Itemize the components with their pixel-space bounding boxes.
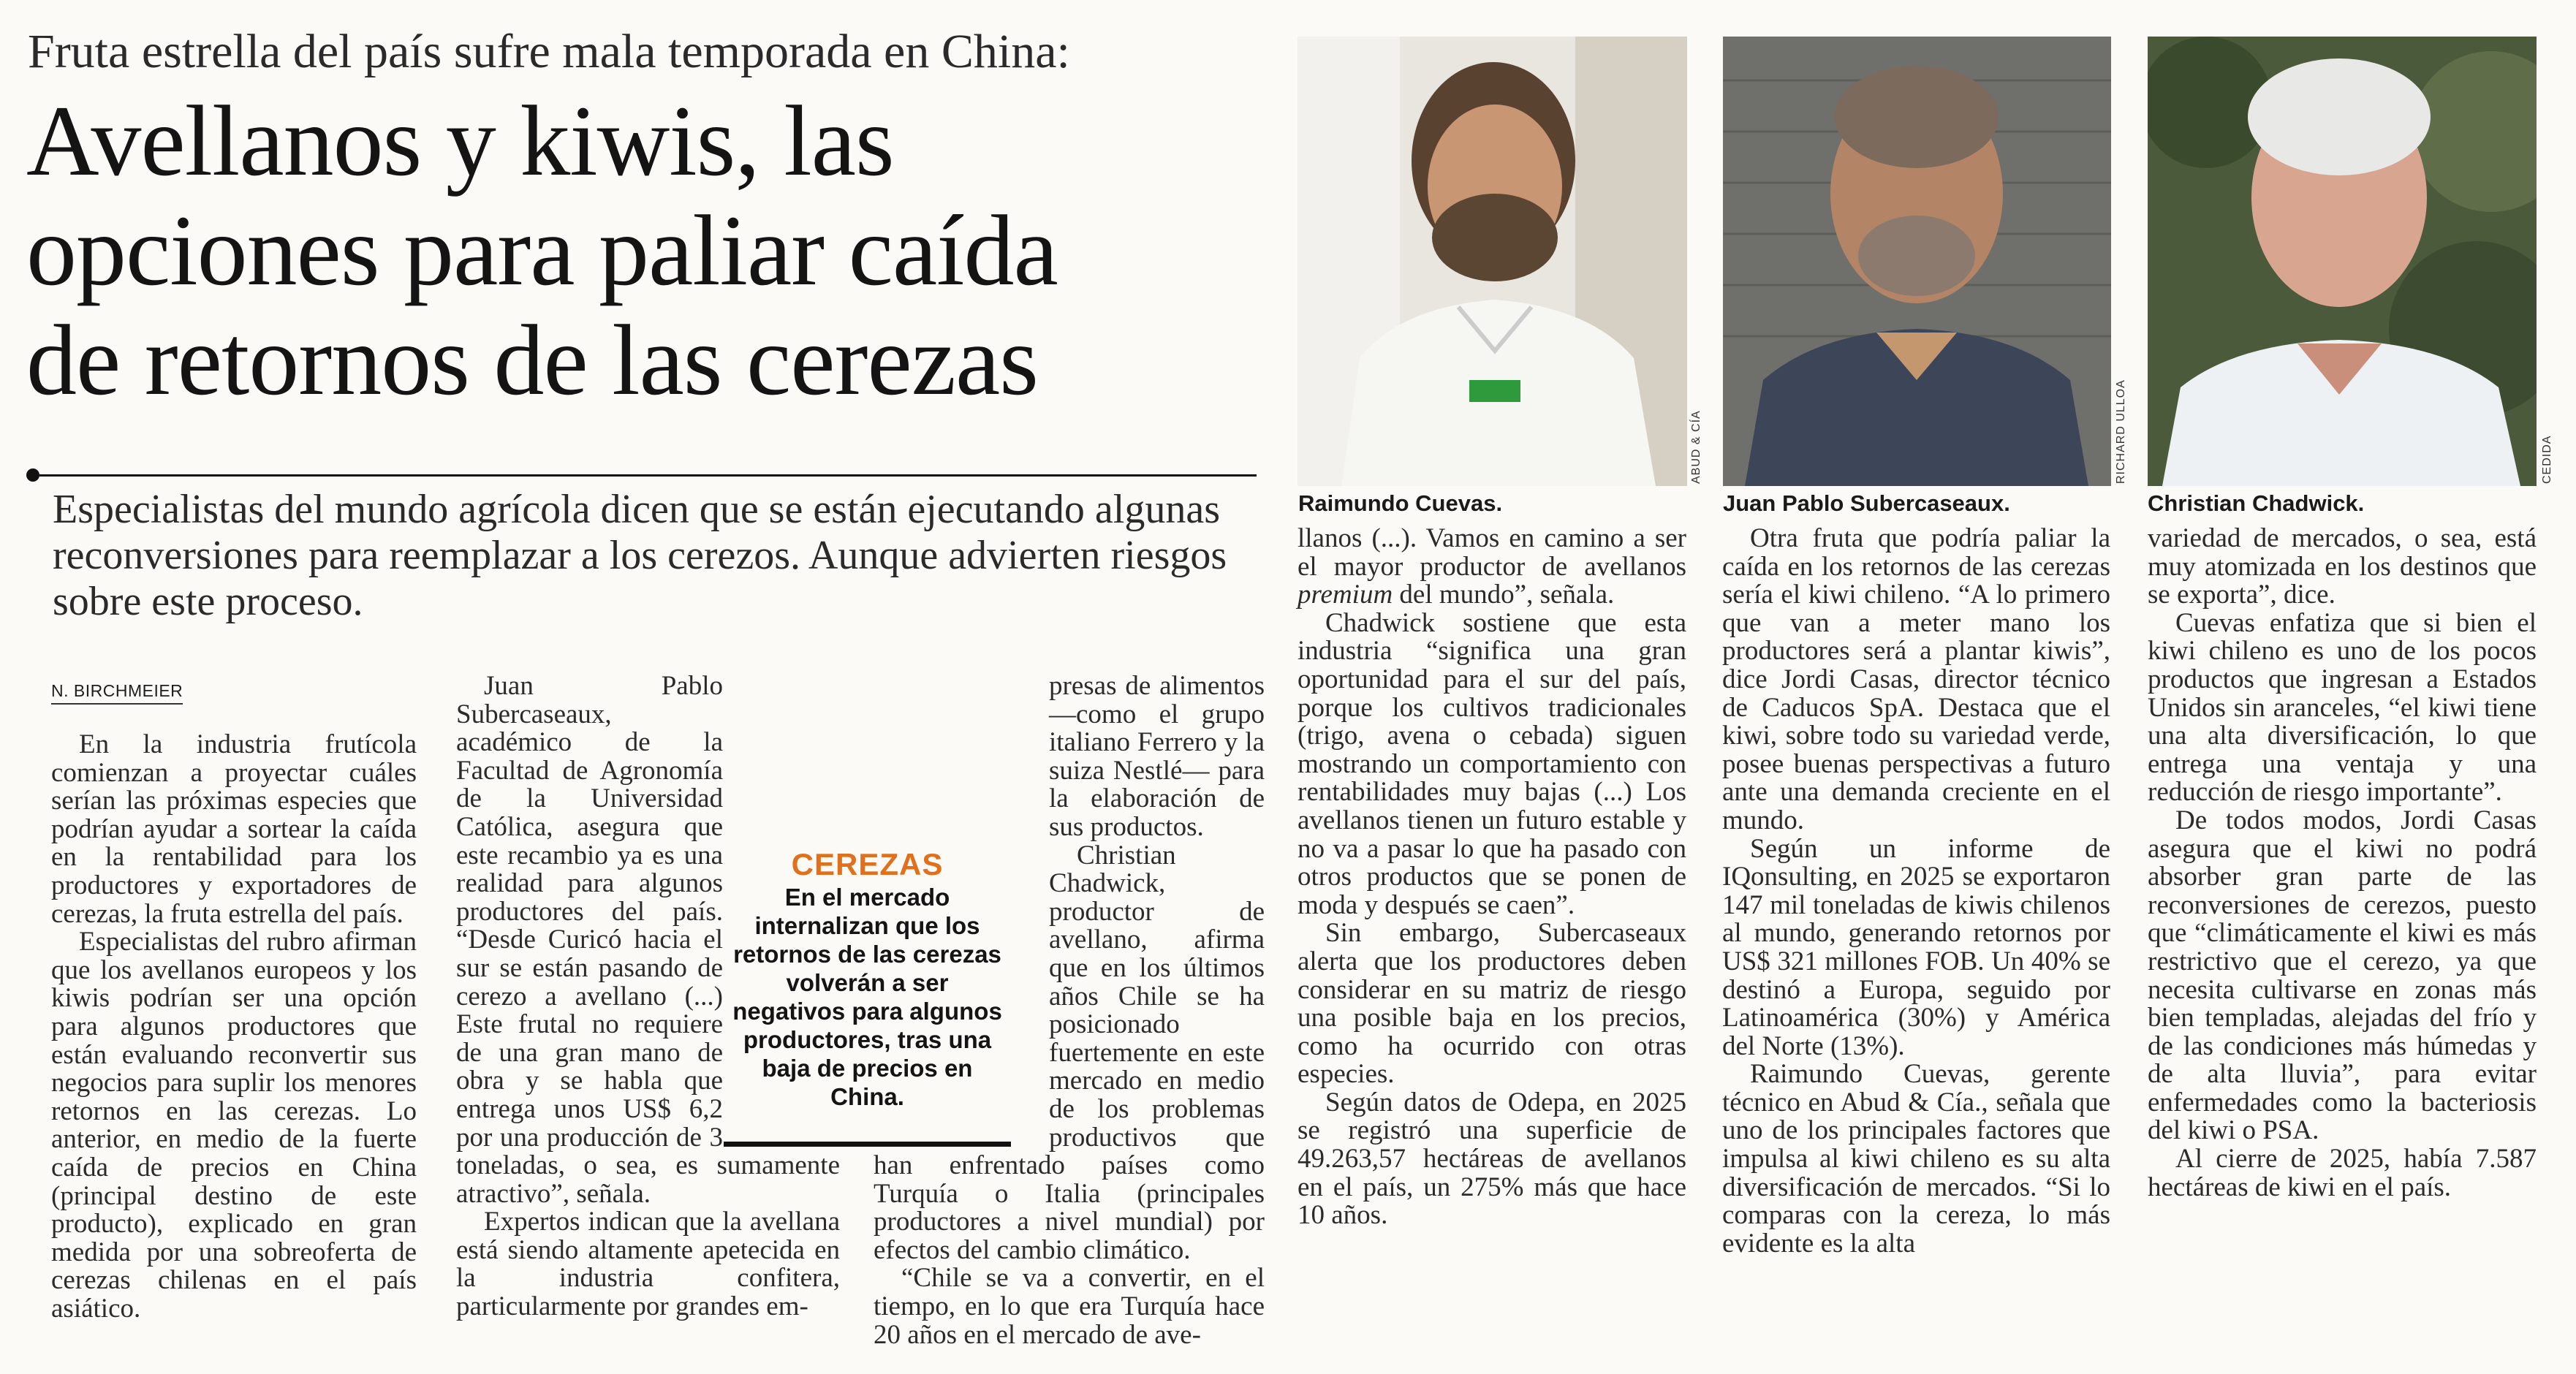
text-column-6 <box>2148 525 2537 1202</box>
paragraph: presas de alimentos —como el grupo italiano Ferrero y la suiza Nestlé— para la elaboración de sus productos. <box>1049 671 1265 842</box>
paragraph: Otra fruta que podría paliar la caída en los retornos de las cerezas sería el kiwi chileno. “A lo primero que van a meter mano los productores será a plantar kiwis”, dice Jordi Casas, director técnico de Caducos SpA. Destaca que el kiwi, sobre todo su variedad verde, posee buenas perspectivas a futuro ante una demanda creciente en el mundo. <box>1722 523 2110 835</box>
sidebar-box <box>724 840 1011 1147</box>
paragraph-text: del mundo”, señala. <box>1393 580 1615 610</box>
paragraph: Raimundo Cuevas, gerente técnico en Abud & Cía., señala que uno de los principales factores que impulsa al kiwi chileno es su alta diversificación de mercados. “Si lo comparas con la cereza, lo más evidente es la alta <box>1722 1059 2110 1259</box>
paragraph: Según datos de Odepa, en 2025 se registró una superficie de 49.263,57 hectáreas de avellanos en el país, un 275% más que hace 10 años. <box>1298 1087 1686 1231</box>
photo-caption: Juan Pablo Subercaseaux. <box>1723 490 2010 516</box>
photo-raimundo-cuevas <box>1298 37 1687 486</box>
paragraph: variedad de mercados, o sea, está muy atomizada en los destinos que se exporta”, dice. <box>2148 523 2537 610</box>
photo-credit: RICHARD ULLOA <box>2115 379 2127 484</box>
rule-bullet <box>26 468 39 482</box>
portrait-photo-icon <box>1298 37 1687 486</box>
paragraph: En la industria frutícola comienzan a proyectar cuáles serían las próximas especies que podrían ayudar a sortear la caída en la rentabilidad para los productores y exportadores de cerezas, la fruta estrella del país. <box>51 729 417 929</box>
headline-rule <box>39 474 1257 477</box>
article-lead: Especialistas del mundo agrícola dicen que se están ejecutando algunas reconversiones para reemplazar a los cerezos. Aunque advierten riesgos sobre este proceso. <box>53 487 1227 624</box>
paragraph: De todos modos, Jordi Casas asegura que el kiwi no podrá absorber gran parte de las reconversiones de cerezos, puesto que “climáticamente el kiwi es más restrictivo que el cerezo, ya que necesita cultivarse en zonas más bien templadas, alejadas del frío y de las condiciones más húmedas y de alta lluvia”, para evitar enfermedades como la bacteriosis del kiwi o PSA. <box>2148 805 2537 1146</box>
paragraph: Christian Chadwick, productor de avellano, afirma que en los últimos años Chile se ha posicionado fuertemente en este mercado en medio de los problemas productivos que han enfrentado países como Turquía o Italia (principales productores a nivel mundial) por efectos del cambio climático. <box>874 840 1265 1265</box>
paragraph: Sin embargo, Subercaseaux alerta que los productores deben considerar en su matriz de riesgo una posible baja en los precios, como ha ocurrido con otras especies. <box>1298 918 1686 1090</box>
headline-line-2: opciones para paliar caída <box>26 194 1058 306</box>
article-byline: N. BIRCHMEIER <box>51 680 183 705</box>
paragraph <box>1298 525 1686 610</box>
photo-caption: Raimundo Cuevas. <box>1298 490 1503 516</box>
paragraph-text: llanos (...). Vamos en camino a ser el mayor productor de avellanos <box>1298 523 1686 582</box>
article-headline <box>26 86 1284 415</box>
portrait-photo-icon <box>2148 37 2537 486</box>
paragraph: Chadwick sostiene que esta industria “significa una gran oportunidad para el sur del país, porque los cultivos tradicionales (trigo, avena o cebada) siguen mostrando un comportamiento con rentabilidades muy bajas (...) Los avellanos tienen un futuro estable y no va a pasar lo que ha pasado con otros productos que se ponen de moda y después se caen”. <box>1298 607 1686 920</box>
paragraph: Según un informe de IQonsulting, en 2025 se exportaron 147 mil toneladas de kiwis chilenos al mundo, generando retornos por US$ 321 millones FOB. Un 40% se destinó a Europa, seguido por Latinoamérica (30%) y América del Norte (13%). <box>1722 833 2110 1061</box>
photo-credit: CEDIDA <box>2541 435 2553 484</box>
photo-caption: Christian Chadwick. <box>2148 490 2365 516</box>
photo-christian-chadwick <box>2148 37 2537 486</box>
paragraph: Cuevas enfatiza que si bien el kiwi chileno es uno de los pocos productos que ingresan a Estados Unidos sin aranceles, “el kiwi tiene una alta diversificación, lo que entrega una ventaja y una reducción de riesgo importante”. <box>2148 607 2537 808</box>
paragraph: “Chile se va a convertir, en el tiempo, en lo que era Turquía hace 20 años en el mercado de ave- <box>874 1263 1265 1350</box>
paragraph: Expertos indican que la avellana está siendo altamente apetecida en la industria confitera, particularmente por grandes em- <box>456 1207 840 1322</box>
portrait-photo-icon <box>1723 37 2111 486</box>
headline-line-1: Avellanos y kiwis, las <box>26 85 894 197</box>
article-kicker: Fruta estrella del país sufre mala temporada en China: <box>28 25 1070 78</box>
photo-credit: ABUD & CÍA <box>1690 410 1702 484</box>
sidebar-text: En el mercado internalizan que los retornos de las cerezas volverán a ser negativos para algunos productores, tras una baja de precios en China. <box>732 884 1002 1110</box>
paragraph-text: Juan Pablo Subercaseaux, académico de la Facultad de Agronomía de la Universidad Católica, asegura que este recambio ya es una realidad para algunos productores del país. “Desde Curicó hacia el sur se están pasando de cerezo a avellano (...) Este frutal no requiere de una gran mano de obra y se habla que entrega unos US$ 6,2 por una producción de 3 toneladas, o sea, es sumamente atractivo”, señala. <box>456 671 840 1209</box>
paragraph: Especialistas del rubro afirman que los avellanos europeos y los kiwis podrían ser una opción para algunos productores que están evaluando reconvertir sus negocios para suplir los menores retornos en las cerezas. Lo anterior, en medio de la fuerte caída de precios en China (principal destino de este producto), explicado en gran medida por una sobreoferta de cerezas chilenas en el país asiático. <box>51 927 417 1324</box>
sidebar-title: CEREZAS <box>791 847 944 881</box>
text-column-5 <box>1722 525 2110 1258</box>
photo-juan-pablo-subercaseaux <box>1723 37 2111 486</box>
text-column-1 <box>51 731 417 1323</box>
emphasis-text: premium <box>1298 580 1393 610</box>
text-column-4 <box>1298 525 1686 1230</box>
headline-line-3: de retornos de las cerezas <box>26 304 1038 416</box>
paragraph: Al cierre de 2025, había 7.587 hectáreas de kiwi en el país. <box>2148 1144 2537 1202</box>
